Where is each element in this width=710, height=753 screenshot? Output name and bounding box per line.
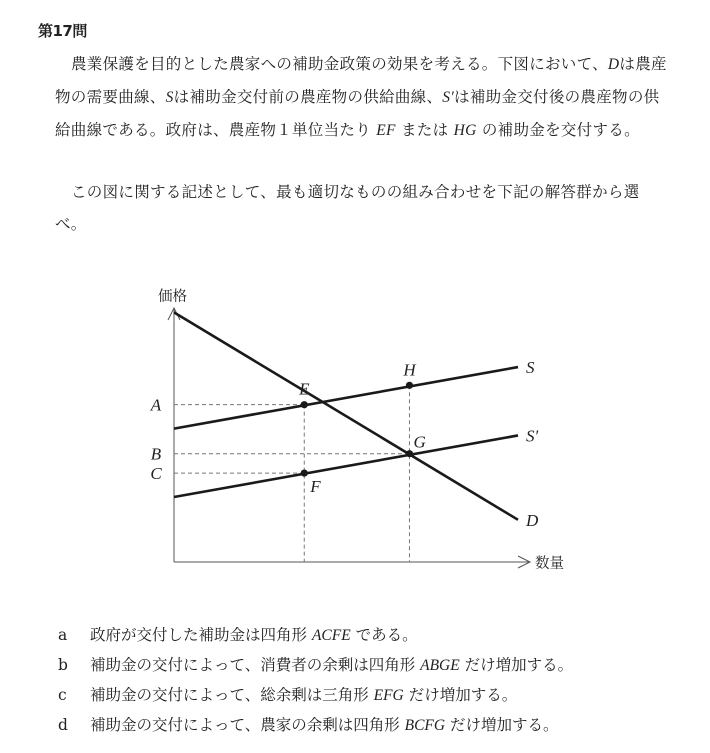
y-axis-label: 価格 [158,289,187,305]
math-symbol: HG [453,122,477,139]
math-symbol: ABGE [420,657,460,674]
point-label-F: F [310,477,321,497]
statement-b [58,650,678,680]
point-G [406,450,413,457]
curves [174,312,518,519]
answer-statements [58,620,678,740]
price-label-A: A [150,395,162,415]
math-symbol: D [607,56,620,73]
text-run: 補助金の交付によって、農家の余剰は四角形 [90,716,405,734]
math-symbol: EF [376,122,396,139]
text-run: 補助金の交付によって、総余剰は三角形 [90,686,374,704]
text-run: である。 [350,626,418,644]
text-run: は補助金交付後の農産物の供給曲線である。政府は、農産物１単位当たり [55,88,660,139]
statement-d [58,710,678,740]
question-number: 第17問 [38,22,87,40]
math-symbol: EFG [373,687,404,704]
statement-c [58,680,678,710]
math-symbol: ACFE [311,627,351,644]
price-label-B: B [150,444,162,464]
math-symbol: S′ [442,89,455,106]
text-run: 補助金の交付によって、消費者の余剰は四角形 [90,656,421,674]
text-run: は補助金交付前の農産物の供給曲線、 [173,88,443,106]
math-symbol: S [165,89,174,106]
text-run: だけ増加する。 [459,656,574,674]
point-label-H: H [403,360,416,380]
statement-key: b [58,656,68,674]
point-label-G: G [413,432,426,452]
text-run: だけ増加する。 [445,716,559,734]
statement-a [58,620,678,650]
point-H [406,382,413,389]
price-label-C: C [150,464,162,484]
point-F [301,469,308,476]
math-symbol: BCFG [404,717,446,734]
point-label-E: E [299,379,310,399]
curve-S [174,367,518,429]
curve-label-S: S [526,358,535,378]
labels [150,358,539,530]
text-run: は農産物の需要曲線、 [55,55,667,106]
curve-label-S-prime: S′ [526,426,539,446]
question-instruction: この図に関する記述として、最も適切なものの組み合わせを下記の解答群から選べ。 [55,183,640,233]
statement-key: a [58,626,68,644]
x-axis-label: 数量 [535,556,564,572]
axes [158,287,564,572]
text-run: 政府が交付した補助金は四角形 [90,626,312,644]
statement-key: c [58,686,67,704]
curve-label-D: D [526,510,539,530]
guide-lines [174,385,409,562]
statement-key: d [58,716,68,734]
text-run: または [395,121,454,139]
point-E [301,401,308,408]
text-run: だけ増加する。 [403,686,518,704]
text-run: 農業保護を目的とした農家への補助金政策の効果を考える。下図において、 [71,55,608,73]
text-run: の補助金を交付する。 [476,121,640,139]
